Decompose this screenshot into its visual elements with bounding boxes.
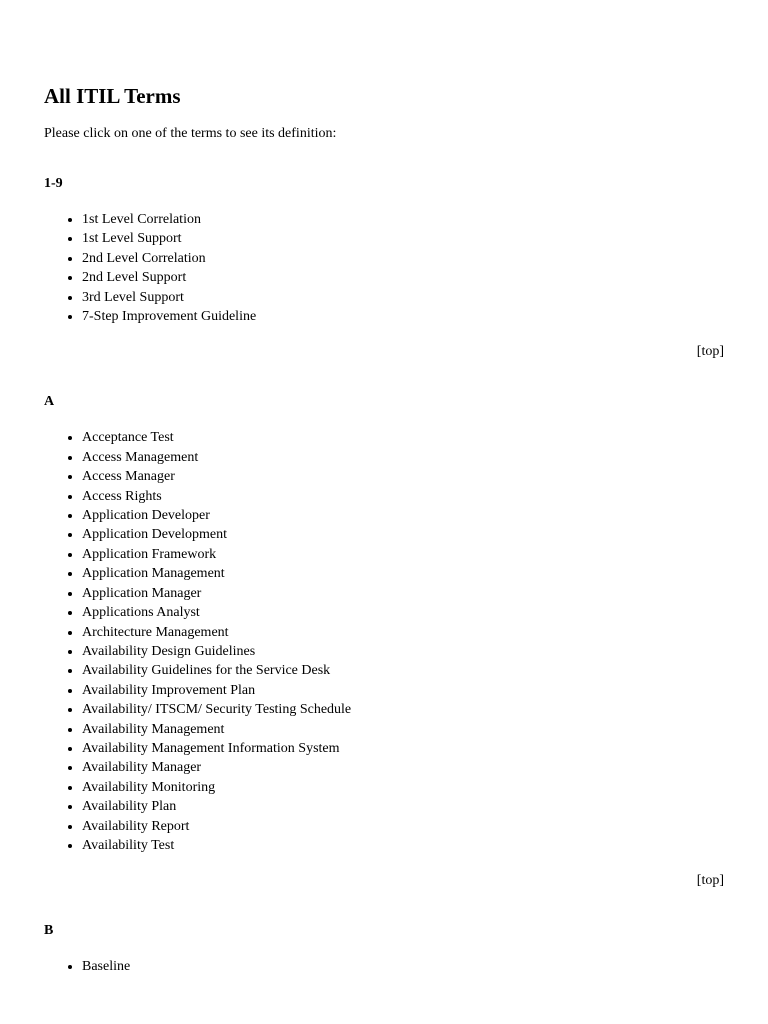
back-to-top-link[interactable]: [top] (696, 344, 724, 360)
term-link[interactable]: Availability Management Information System (82, 740, 340, 756)
list-item (82, 564, 724, 583)
term-link[interactable]: Application Framework (82, 546, 217, 562)
term-link[interactable]: Availability Management (82, 721, 225, 737)
term-link[interactable]: Baseline (82, 959, 131, 975)
list-item (82, 720, 724, 739)
section-heading-a: A (44, 394, 55, 410)
term-link[interactable]: Applications Analyst (82, 605, 200, 621)
section-heading-b: B (44, 923, 54, 939)
list-item (82, 758, 724, 777)
term-list-1-9 (44, 210, 724, 326)
list-item (82, 268, 724, 287)
list-item (82, 739, 724, 758)
term-link[interactable]: Architecture Management (82, 624, 229, 640)
list-item (82, 778, 724, 797)
term-link[interactable]: Availability Test (82, 837, 175, 853)
list-item (82, 288, 724, 307)
top-link-container (44, 343, 724, 361)
list-item (82, 307, 724, 326)
intro-text: Please click on one of the terms to see its definition: (44, 126, 337, 141)
term-link[interactable]: Acceptance Test (82, 430, 174, 446)
term-link[interactable]: Availability Design Guidelines (82, 643, 256, 659)
term-link[interactable]: Availability Monitoring (82, 779, 216, 795)
list-item (82, 836, 724, 855)
term-link[interactable]: Access Rights (82, 488, 162, 504)
list-item (82, 249, 724, 268)
list-item (82, 467, 724, 486)
term-link[interactable]: Application Manager (82, 585, 202, 601)
list-item (82, 700, 724, 719)
term-link[interactable]: Availability Plan (82, 799, 177, 815)
term-link[interactable]: Access Manager (82, 469, 175, 485)
list-item (82, 603, 724, 622)
list-item (82, 957, 724, 976)
term-link[interactable]: 3rd Level Support (82, 289, 184, 305)
list-item (82, 584, 724, 603)
term-list-a (44, 428, 724, 855)
term-link[interactable]: Application Developer (82, 508, 210, 524)
term-link[interactable]: 2nd Level Support (82, 270, 187, 286)
term-link[interactable]: Availability Report (82, 818, 190, 834)
term-link[interactable]: Application Development (82, 527, 228, 543)
list-item (82, 545, 724, 564)
term-link[interactable]: Access Management (82, 449, 199, 465)
list-item (82, 525, 724, 544)
list-item (82, 210, 724, 229)
term-link[interactable]: 7-Step Improvement Guideline (82, 309, 257, 325)
list-item (82, 661, 724, 680)
term-link[interactable]: Availability/ ITSCM/ Security Testing Schedule (82, 702, 352, 718)
term-link[interactable]: Application Management (82, 566, 225, 582)
term-list-b (44, 957, 724, 976)
term-link[interactable]: 1st Level Support (82, 231, 182, 247)
list-item (82, 506, 724, 525)
term-link[interactable]: 2nd Level Correlation (82, 250, 206, 266)
section-heading-1-9: 1-9 (44, 176, 63, 191)
list-item (82, 448, 724, 467)
top-link-container (44, 872, 724, 890)
back-to-top-link[interactable]: [top] (696, 873, 724, 889)
list-item (82, 229, 724, 248)
list-item (82, 681, 724, 700)
list-item (82, 817, 724, 836)
list-item (82, 428, 724, 447)
term-link[interactable]: Availability Guidelines for the Service Desk (82, 663, 331, 679)
term-link[interactable]: 1st Level Correlation (82, 212, 201, 227)
list-item (82, 797, 724, 816)
list-item (82, 487, 724, 506)
term-link[interactable]: Availability Manager (82, 760, 202, 776)
list-item (82, 642, 724, 661)
list-item (82, 623, 724, 642)
page-title: All ITIL Terms (44, 84, 181, 108)
term-link[interactable]: Availability Improvement Plan (82, 682, 256, 698)
